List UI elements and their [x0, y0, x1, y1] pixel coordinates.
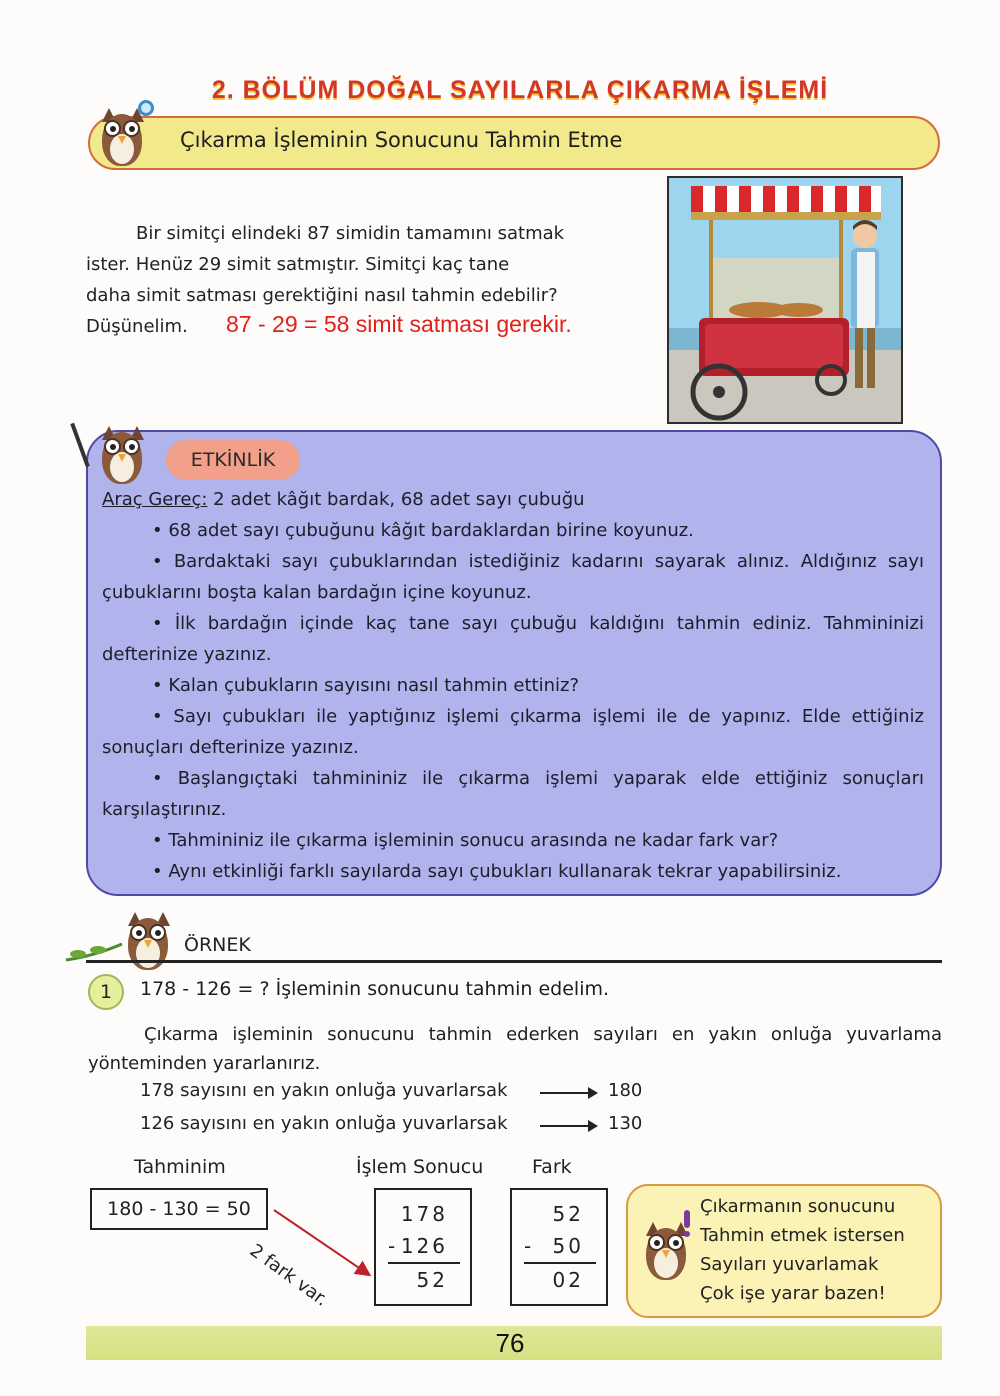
section-title: Çıkarma İşleminin Sonucunu Tahmin Etme [180, 128, 623, 152]
example-number: 1 [88, 974, 124, 1010]
right-arrow-icon [540, 1092, 596, 1094]
operation-box [374, 1188, 472, 1306]
operation-bottom: 126 [400, 1234, 448, 1258]
example-explanation: Çıkarma işleminin sonucunu tahmin ederken sayıları en yakın onluğa yuvarlama yönteminden yararlanırız. [88, 1024, 942, 1074]
activity-item: • Bardaktaki sayı çubuklarından istediğiniz kadarını sayarak alınız. Aldığınız sayı çubuklarını boşta kalan bardağın içine koyunuz. [102, 551, 924, 603]
owl-exclaim-icon [636, 1214, 696, 1284]
intro-line-1: Bir simitçi elindeki 87 simidin tamamını satmak [136, 223, 565, 244]
rounding-line [140, 1080, 660, 1101]
estimate-box: 180 - 130 = 50 [90, 1188, 268, 1230]
owl-example-icon [118, 904, 178, 974]
minus-sign: - [524, 1234, 532, 1258]
poem-line: Çok işe yarar bazen! [700, 1283, 886, 1304]
activity-item: • Başlangıçtaki tahmininiz ile çıkarma işlemi yaparak elde ettiğiniz sonuçları karşılaştırınız. [102, 768, 924, 820]
difference-top: 52 [552, 1202, 584, 1226]
difference-rule [524, 1262, 596, 1264]
poem-line: Tahmin etmek istersen [700, 1225, 905, 1246]
rounding-text: 126 sayısını en yakın onluğa yuvarlarsak [140, 1113, 508, 1134]
rounding-result: 180 [608, 1080, 643, 1101]
activity-item: • Sayı çubukları ile yaptığınız işlemi çıkarma işlemi ile de yapınız. Elde ettiğiniz sonuçları defterinize yazınız. [102, 706, 924, 758]
simit-cart-icon [669, 178, 903, 424]
result-header: İşlem Sonucu [356, 1156, 484, 1178]
example-divider [86, 960, 942, 963]
tip-poem [700, 1192, 905, 1308]
difference-box [510, 1188, 608, 1306]
rounding-line [140, 1113, 660, 1134]
activity-text [102, 484, 924, 887]
estimate-header: Tahminim [134, 1156, 226, 1178]
poem-line: Çıkarmanın sonucunu [700, 1196, 896, 1217]
activity-label: ETKİNLİK [166, 440, 300, 480]
activity-item: • Kalan çubukların sayısını nasıl tahmin ettiniz? [152, 675, 580, 696]
materials-label: Araç Gereç: [102, 489, 208, 510]
difference-header: Fark [532, 1156, 572, 1178]
difference-result: 02 [552, 1268, 584, 1292]
owl-magnifier-icon [92, 100, 152, 170]
intro-line-3: daha simit satması gerektiğini nasıl tahmin edebilir? [86, 285, 558, 306]
operation-top: 178 [400, 1202, 448, 1226]
difference-note: 2 fark var. [245, 1240, 332, 1311]
operation-result: 52 [416, 1268, 448, 1292]
right-arrow-icon [540, 1125, 596, 1127]
minus-sign: - [388, 1234, 396, 1258]
rounding-text: 178 sayısını en yakın onluğa yuvarlarsak [140, 1080, 508, 1101]
leaf-branch-icon [64, 938, 124, 968]
simit-cart-illustration [667, 176, 903, 424]
intro-answer: 87 - 29 = 58 simit satması gerekir. [226, 311, 572, 337]
activity-item: • Tahmininiz ile çıkarma işleminin sonucu arasında ne kadar fark var? [152, 830, 779, 851]
operation-rule [388, 1262, 460, 1264]
rounding-result: 130 [608, 1113, 643, 1134]
poem-line: Sayıları yuvarlamak [700, 1254, 879, 1275]
intro-line-4: Düşünelim. [86, 316, 188, 337]
owl-teacher-icon [92, 418, 152, 488]
materials-text: 2 adet kâğıt bardak, 68 adet sayı çubuğu [207, 489, 585, 510]
activity-item: • İlk bardağın içinde kaç tane sayı çubuğu kaldığını tahmin ediniz. Tahmininizi defterinize yazınız. [102, 613, 924, 665]
activity-item: • 68 adet sayı çubuğunu kâğıt bardaklardan birine koyunuz. [152, 520, 694, 541]
chapter-title: 2. BÖLÜM DOĞAL SAYILARLA ÇIKARMA İŞLEMİ [211, 76, 829, 104]
intro-line-2: ister. Henüz 29 simit satmıştır. Simitçi kaç tane [86, 254, 510, 275]
example-question: 178 - 126 = ? İşleminin sonucunu tahmin edelim. [140, 978, 610, 1000]
page-number: 76 [495, 1328, 525, 1358]
activity-item: • Aynı etkinliği farklı sayılarda sayı çubukları kullanarak tekrar yapabilirsiniz. [152, 861, 842, 882]
example-label: ÖRNEK [184, 934, 251, 956]
difference-bottom: 50 [552, 1234, 584, 1258]
